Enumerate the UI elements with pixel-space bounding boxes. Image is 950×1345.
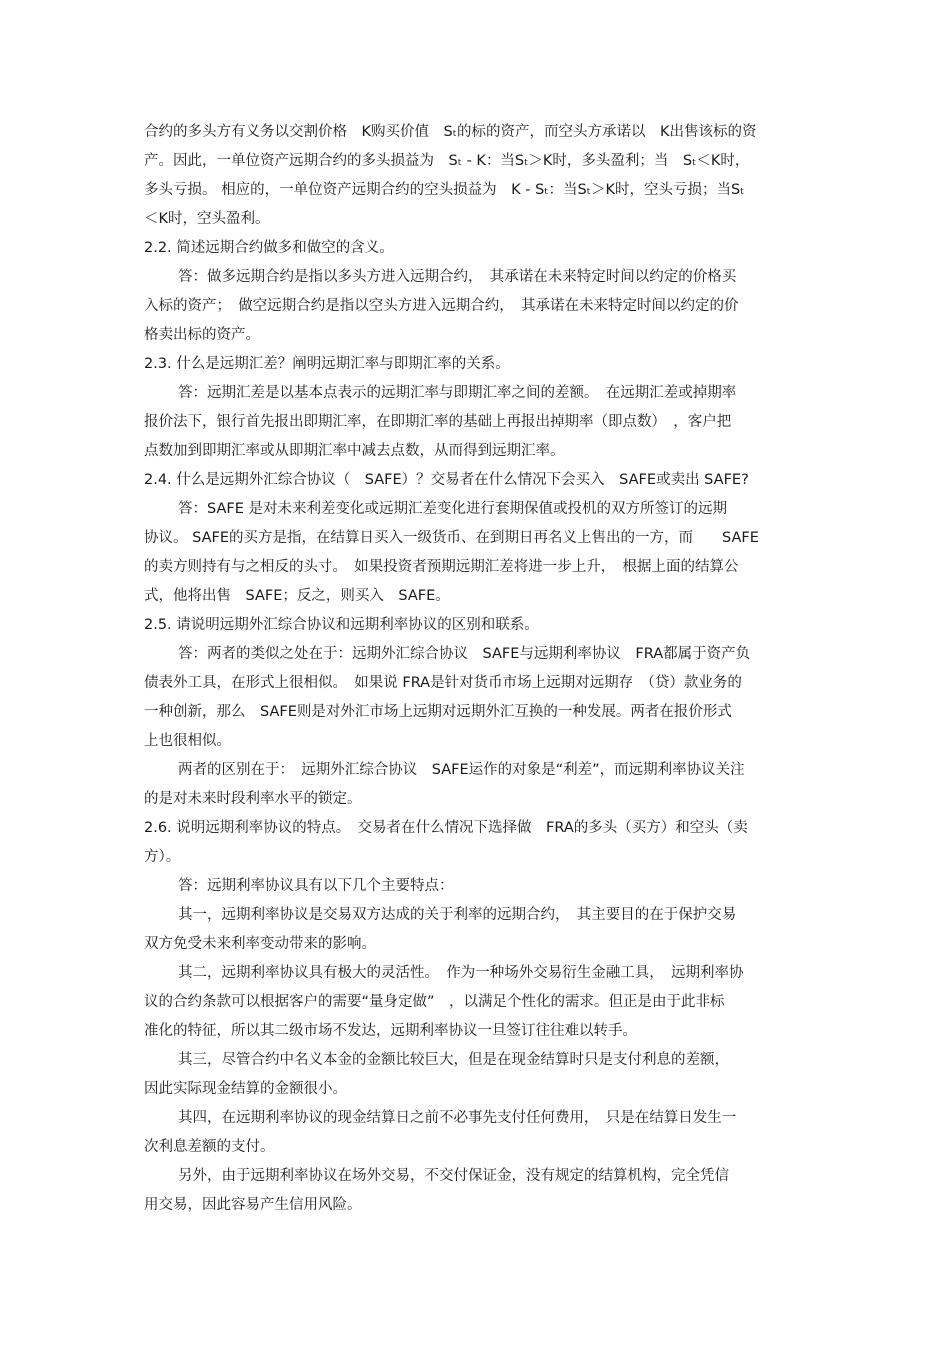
text-line: 2.4. 什么是远期外汇综合协议（ SAFE）？交易者在什么情况下会买入 SAFE或卖出 SAFE? (144, 472, 749, 488)
text-line: 格卖出标的资产。 (144, 327, 260, 343)
text-line: 产。因此，一单位资产远期合约的多头损益为 Sₜ - K：当Sₜ＞K时，多头盈利；当 Sₜ＜K时， (144, 153, 750, 169)
text-line: 多头亏损。 相应的，一单位资产远期合约的空头损益为 K - Sₜ：当Sₜ＞K时，空头亏损；当Sₜ (144, 182, 745, 198)
text-line: 合约的多头方有义务以交割价格 K购买价值 Sₜ的标的资产，而空头方承诺以 K出售该标的资 (144, 124, 757, 140)
text-line: 债表外工具，在形式上很相似。 如果说 FRA是针对货币市场上远期对远期存 （贷）款业务的 (144, 675, 742, 691)
document-body (144, 118, 814, 1220)
text-line: 2.6. 说明远期利率协议的特点。 交易者在什么情况下选择做 FRA的多头（买方）和空头（卖 (144, 820, 748, 836)
text-line: 的是对未来时段利率水平的锁定。 (144, 791, 362, 807)
text-line: 议的合约条款可以根据客户的需要“量身定做” ，以满足个性化的需求。但正是由于此非标 (144, 994, 725, 1010)
text-line: 两者的区别在于： 远期外汇综合协议 SAFE运作的对象是“利差”，而远期利率协议关注 (178, 762, 745, 778)
text-line: 2.5. 请说明远期外汇综合协议和远期利率协议的区别和联系。 (144, 617, 539, 633)
text-line: 因此实际现金结算的金额很小。 (144, 1081, 347, 1097)
text-line: 上也很相似。 (144, 733, 231, 749)
text-line: 的卖方则持有与之相反的头寸。 如果投资者预期远期汇差将进一步上升， 根据上面的结算公 (144, 559, 739, 575)
text-line: 入标的资产； 做空远期合约是指以空头方进入远期合约， 其承诺在未来特定时间以约定的价 (144, 298, 739, 314)
text-line: 答：做多远期合约是指以多头方进入远期合约， 其承诺在未来特定时间以约定的价格买 (178, 269, 737, 285)
text-line: 答：两者的类似之处在于：远期外汇综合协议 SAFE与远期利率协议 FRA都属于资产负 (178, 646, 751, 662)
text-line: 方）。 (144, 849, 181, 865)
text-line: 另外，由于远期利率协议在场外交易，不交付保证金，没有规定的结算机构，完全凭信 (178, 1168, 729, 1184)
text-line: 报价法下，银行首先报出即期汇率，在即期汇率的基础上再报出掉期率（即点数） ，客户把 (144, 414, 732, 430)
text-line: 点数加到即期汇率或从即期汇率中减去点数，从而得到远期汇率。 (144, 443, 565, 459)
text-line: 准化的特征，所以其二级市场不发达，远期利率协议一旦签订往往难以转手。 (144, 1023, 637, 1039)
text-line: 协议。 SAFE的买方是指，在结算日买入一级货币、在到期日再名义上售出的一方，而 SAFE (144, 530, 759, 546)
text-line: 其三，尽管合约中名义本金的金额比较巨大，但是在现金结算时只是支付利息的差额， (178, 1052, 729, 1068)
text-line: 答：远期利率协议具有以下几个主要特点： (178, 878, 454, 894)
text-line: 用交易，因此容易产生信用风险。 (144, 1197, 362, 1213)
text-line: 其四，在远期利率协议的现金结算日之前不必事先支付任何费用， 只是在结算日发生一 (178, 1110, 737, 1126)
text-line: 2.2. 简述远期合约做多和做空的含义。 (144, 240, 394, 256)
text-line: 其一，远期利率协议是交易双方达成的关于利率的远期合约， 其主要目的在于保护交易 (178, 907, 737, 923)
text-line: 答：远期汇差是以基本点表示的远期汇率与即期汇率之间的差额。 在远期汇差或掉期率 (178, 385, 737, 401)
text-line: 式，他将出售 SAFE；反之，则买入 SAFE。 (144, 588, 450, 604)
text-line: 次利息差额的支付。 (144, 1139, 275, 1155)
text-line: 答：SAFE 是对未来利差变化或远期汇差变化进行套期保值或投机的双方所签订的远期 (178, 501, 728, 517)
text-line: 其二，远期利率协议具有极大的灵活性。 作为一种场外交易衍生金融工具， 远期利率协 (178, 965, 744, 981)
text-line: 2.3. 什么是远期汇差？阐明远期汇率与即期汇率的关系。 (144, 356, 510, 372)
text-line: ＜K时，空头盈利。 (144, 211, 270, 227)
text-line: 一种创新，那么 SAFE则是对外汇市场上远期对远期外汇互换的一种发展。两者在报价形式 (144, 704, 732, 720)
text-line: 双方免受未来利率变动带来的影响。 (144, 936, 376, 952)
